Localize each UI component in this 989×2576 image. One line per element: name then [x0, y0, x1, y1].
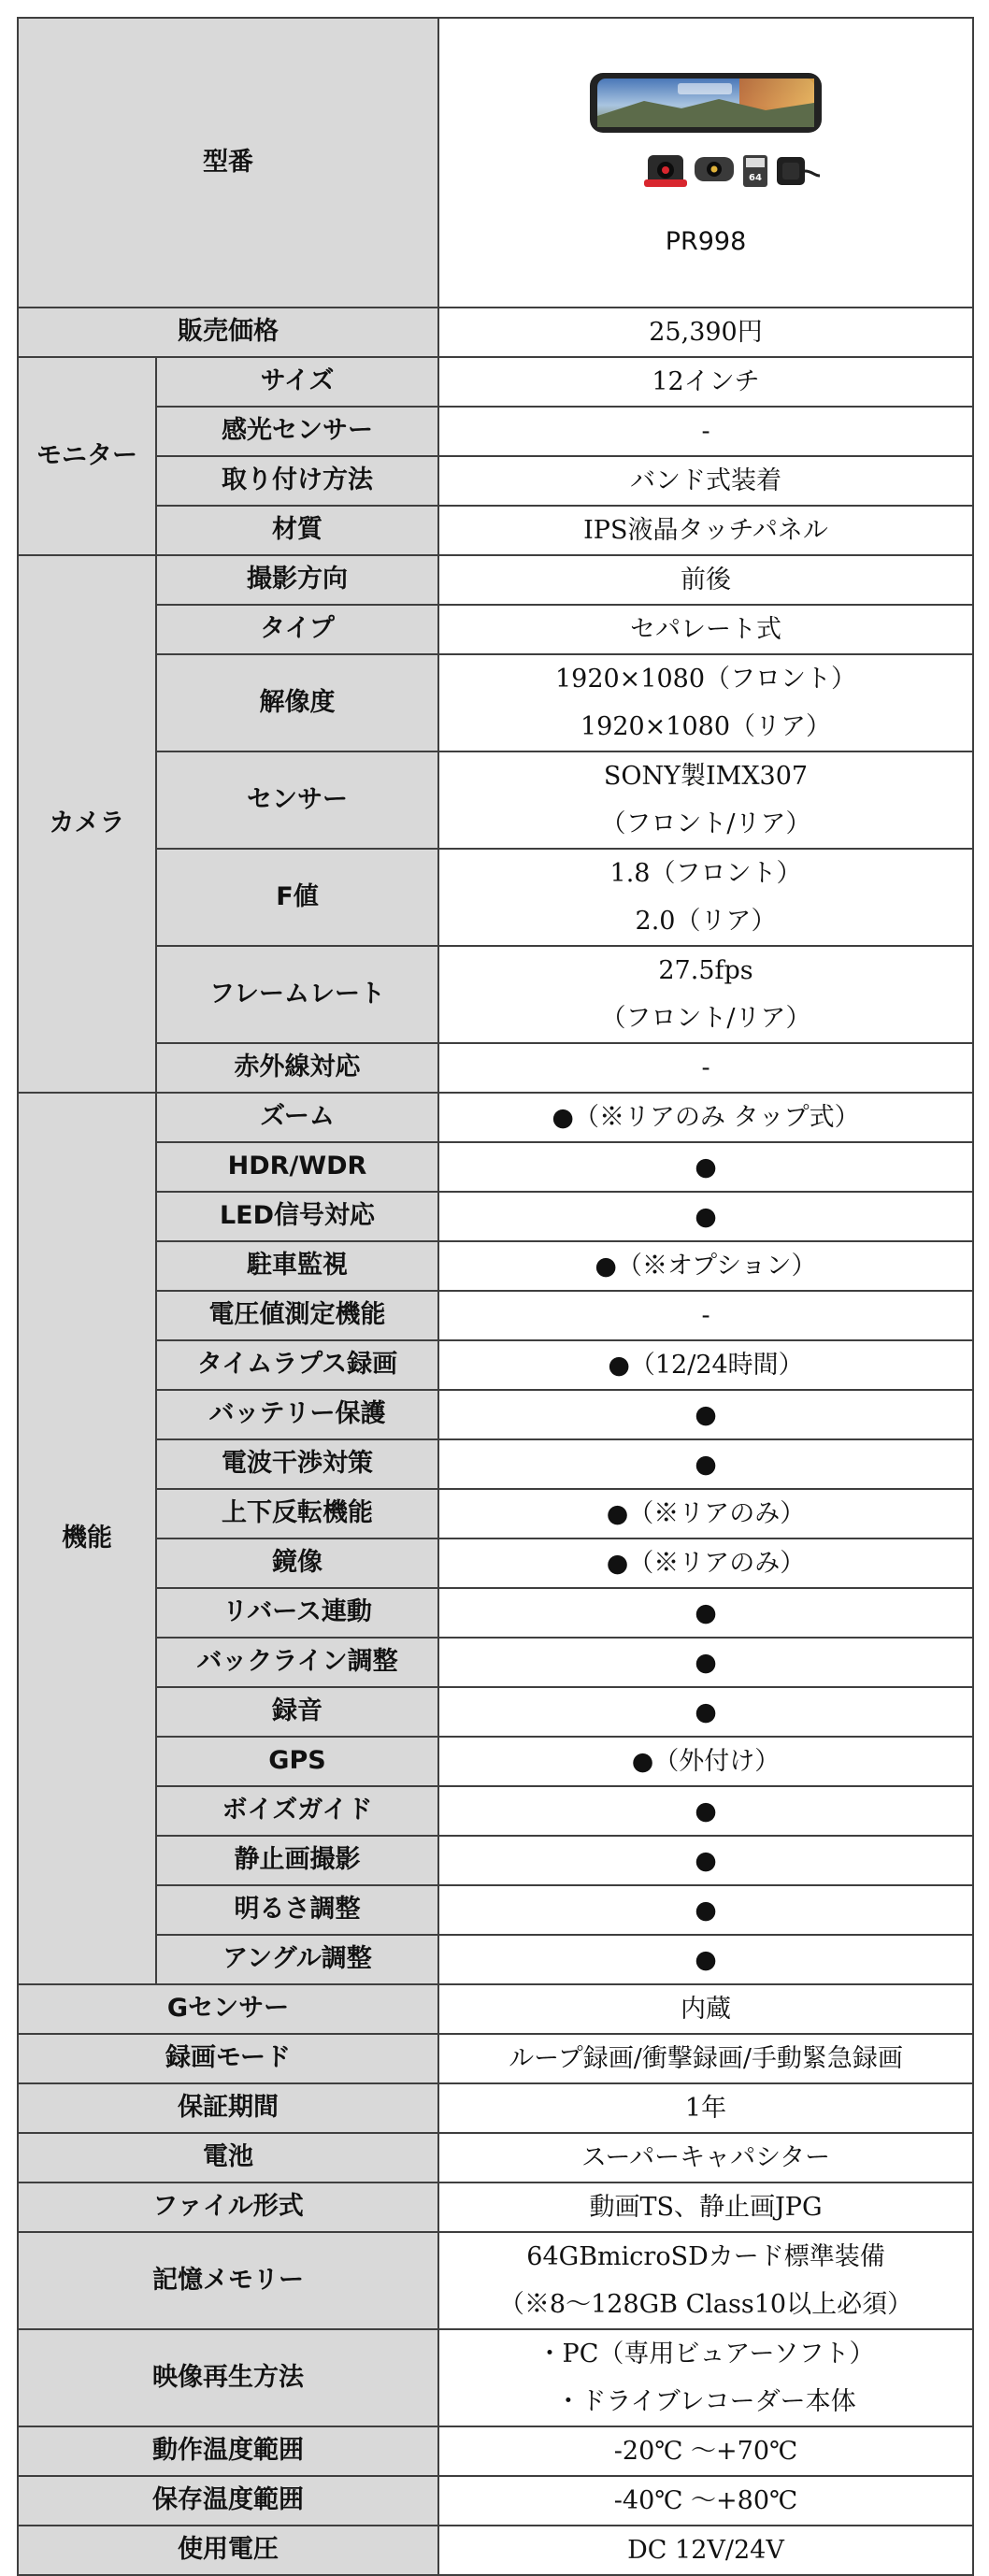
monitor-item-value: - — [438, 407, 973, 456]
value-line: 1.8（フロント） — [609, 859, 802, 888]
table-row — [18, 1093, 973, 1142]
table-row — [18, 2329, 973, 2426]
spec-label: 動作温度範囲 — [18, 2426, 438, 2476]
feature-item-value: ● — [438, 1786, 973, 1836]
sd-card-label: 64 — [749, 173, 762, 183]
spec-value — [438, 2426, 973, 2476]
value-line: セパレート式 — [630, 615, 781, 644]
table-row — [18, 1885, 973, 1935]
spec-table — [17, 17, 974, 2576]
table-row — [18, 1935, 973, 1984]
model-value: PR998 — [665, 227, 747, 256]
feature-item-value: ● — [438, 1687, 973, 1737]
feature-item-label: バックライン調整 — [156, 1638, 438, 1687]
feature-item-value: ●（※リアのみ） — [438, 1489, 973, 1538]
table-row — [18, 308, 973, 357]
camera-item-value — [438, 946, 973, 1043]
model-label: 型番 — [18, 18, 438, 308]
table-row — [18, 1638, 973, 1687]
table-row — [18, 1489, 973, 1538]
monitor-item-value: IPS液晶タッチパネル — [438, 506, 973, 555]
monitor-item-label: 感光センサー — [156, 407, 438, 456]
table-row — [18, 1786, 973, 1836]
model-cell — [438, 18, 973, 308]
camera-item-value — [438, 849, 973, 946]
value-line: ・ドライブレコーダー本体 — [555, 2387, 856, 2416]
feature-item-value: ●（12/24時間） — [438, 1340, 973, 1390]
feature-item-label: ボイズガイド — [156, 1786, 438, 1836]
feature-item-label: GPS — [156, 1737, 438, 1786]
table-row — [18, 1390, 973, 1439]
feature-group-label: 機能 — [18, 1093, 156, 1984]
table-row — [18, 946, 973, 1043]
table-row — [18, 654, 973, 751]
table-row — [18, 1687, 973, 1737]
feature-item-label: 上下反転機能 — [156, 1489, 438, 1538]
value-line: （フロント/リア） — [600, 1004, 811, 1033]
value-line: SONY製IMX307 — [603, 762, 809, 791]
camera-item-label: フレームレート — [156, 946, 438, 1043]
value-line: 1年 — [684, 2094, 727, 2123]
spec-value — [438, 2329, 973, 2426]
spec-label: 電池 — [18, 2133, 438, 2182]
value-line: 前後 — [681, 565, 731, 594]
spec-label: 記憶メモリー — [18, 2232, 438, 2329]
spec-value — [438, 2034, 973, 2083]
table-row — [18, 2083, 973, 2133]
spec-value — [438, 2232, 973, 2329]
value-line: 1920×1080（フロント） — [554, 665, 857, 694]
value-line: 64GBmicroSDカード標準装備 — [526, 2242, 885, 2271]
feature-item-value: ●（※リアのみ タップ式） — [438, 1093, 973, 1142]
feature-item-label: リバース連動 — [156, 1588, 438, 1638]
feature-item-label: HDR/WDR — [156, 1142, 438, 1192]
value-line: DC 12V/24V — [627, 2536, 784, 2565]
feature-item-value: ●（※リアのみ） — [438, 1538, 973, 1588]
table-row — [18, 1836, 973, 1885]
table-row — [18, 2034, 973, 2083]
table-row — [18, 1142, 973, 1192]
feature-item-value: ●（※オプション） — [438, 1241, 973, 1291]
table-row — [18, 1588, 973, 1638]
table-row — [18, 605, 973, 654]
feature-item-label: 明るさ調整 — [156, 1885, 438, 1935]
table-row — [18, 1192, 973, 1241]
table-row — [18, 456, 973, 506]
feature-item-value: ● — [438, 1588, 973, 1638]
table-row — [18, 407, 973, 456]
value-line: 内蔵 — [681, 1995, 731, 2024]
value-line: 2.0（リア） — [635, 907, 777, 936]
feature-item-label: ズーム — [156, 1093, 438, 1142]
camera-item-label: 解像度 — [156, 654, 438, 751]
table-row — [18, 751, 973, 849]
feature-item-value: ● — [438, 1142, 973, 1192]
spec-value — [438, 2182, 973, 2232]
table-row — [18, 1538, 973, 1588]
spec-value — [438, 1984, 973, 2034]
feature-item-label: タイムラプス録画 — [156, 1340, 438, 1390]
feature-item-label: 駐車監視 — [156, 1241, 438, 1291]
camera-item-value — [438, 555, 973, 605]
feature-item-value: - — [438, 1291, 973, 1340]
camera-group-label: カメラ — [18, 555, 156, 1093]
monitor-item-label: 取り付け方法 — [156, 456, 438, 506]
feature-item-value: ● — [438, 1439, 973, 1489]
value-line: （※8～128GB Class10以上必須） — [498, 2290, 913, 2319]
feature-item-label: 静止画撮影 — [156, 1836, 438, 1885]
table-row — [18, 18, 973, 308]
value-line: -40℃ ～+80℃ — [613, 2486, 798, 2515]
monitor-item-label: サイズ — [156, 357, 438, 407]
table-row — [18, 2232, 973, 2329]
camera-item-label: センサー — [156, 751, 438, 849]
value-line: -20℃ ～+70℃ — [613, 2437, 798, 2466]
feature-item-value: ● — [438, 1935, 973, 1984]
spec-value — [438, 2476, 973, 2526]
table-row — [18, 1737, 973, 1786]
table-row — [18, 506, 973, 555]
table-row — [18, 1439, 973, 1489]
spec-label: 録画モード — [18, 2034, 438, 2083]
table-row — [18, 1291, 973, 1340]
feature-item-label: 電圧値測定機能 — [156, 1291, 438, 1340]
feature-item-value: ● — [438, 1836, 973, 1885]
table-row — [18, 849, 973, 946]
feature-item-value: ● — [438, 1885, 973, 1935]
spec-label: ファイル形式 — [18, 2182, 438, 2232]
spec-value — [438, 2083, 973, 2133]
spec-label: Gセンサー — [18, 1984, 438, 2034]
value-line: 27.5fps — [658, 956, 753, 985]
camera-item-value — [438, 751, 973, 849]
feature-item-label: バッテリー保護 — [156, 1390, 438, 1439]
table-row — [18, 2476, 973, 2526]
product-wrap — [447, 67, 965, 258]
spec-value — [438, 2133, 973, 2182]
feature-item-value: ● — [438, 1192, 973, 1241]
camera-item-value — [438, 654, 973, 751]
spec-label: 使用電圧 — [18, 2526, 438, 2575]
spec-value — [438, 2526, 973, 2575]
price-value: 25,390円 — [438, 308, 973, 357]
camera-item-label: 撮影方向 — [156, 555, 438, 605]
value-line: 1920×1080（リア） — [580, 712, 832, 741]
feature-item-label: アングル調整 — [156, 1935, 438, 1984]
spec-label: 保存温度範囲 — [18, 2476, 438, 2526]
camera-item-value — [438, 1043, 973, 1093]
table-row — [18, 2426, 973, 2476]
feature-item-label: 電波干渉対策 — [156, 1439, 438, 1489]
table-row — [18, 2133, 973, 2182]
camera-item-label: 赤外線対応 — [156, 1043, 438, 1093]
value-line: - — [701, 1053, 710, 1082]
product-image — [588, 67, 824, 206]
table-row — [18, 1340, 973, 1390]
feature-item-label: 録音 — [156, 1687, 438, 1737]
camera-item-value — [438, 605, 973, 654]
feature-item-value: ●（外付け） — [438, 1737, 973, 1786]
monitor-item-value: 12インチ — [438, 357, 973, 407]
feature-item-value: ● — [438, 1390, 973, 1439]
price-label: 販売価格 — [18, 308, 438, 357]
value-line: スーパーキャパシター — [580, 2143, 831, 2172]
feature-item-label: 鏡像 — [156, 1538, 438, 1588]
table-row — [18, 2182, 973, 2232]
value-line: ループ録画/衝撃録画/手動緊急録画 — [509, 2044, 903, 2073]
spec-label: 保証期間 — [18, 2083, 438, 2133]
feature-item-label: LED信号対応 — [156, 1192, 438, 1241]
value-line: （フロント/リア） — [600, 809, 811, 838]
table-row — [18, 1043, 973, 1093]
mirror-screen-clock — [678, 83, 732, 94]
table-row — [18, 555, 973, 605]
table-row — [18, 1241, 973, 1291]
monitor-item-value: バンド式装着 — [438, 456, 973, 506]
monitor-item-label: 材質 — [156, 506, 438, 555]
spec-table-body — [18, 18, 973, 2575]
monitor-group-label: モニター — [18, 357, 156, 555]
table-row — [18, 2526, 973, 2575]
feature-item-value: ● — [438, 1638, 973, 1687]
table-row — [18, 1984, 973, 2034]
spec-label: 映像再生方法 — [18, 2329, 438, 2426]
table-row — [18, 357, 973, 407]
value-line: ・PC（専用ビュアーソフト） — [537, 2340, 875, 2368]
camera-item-label: タイプ — [156, 605, 438, 654]
value-line: 動画TS、静止画JPG — [589, 2193, 823, 2222]
camera-item-label: F値 — [156, 849, 438, 946]
